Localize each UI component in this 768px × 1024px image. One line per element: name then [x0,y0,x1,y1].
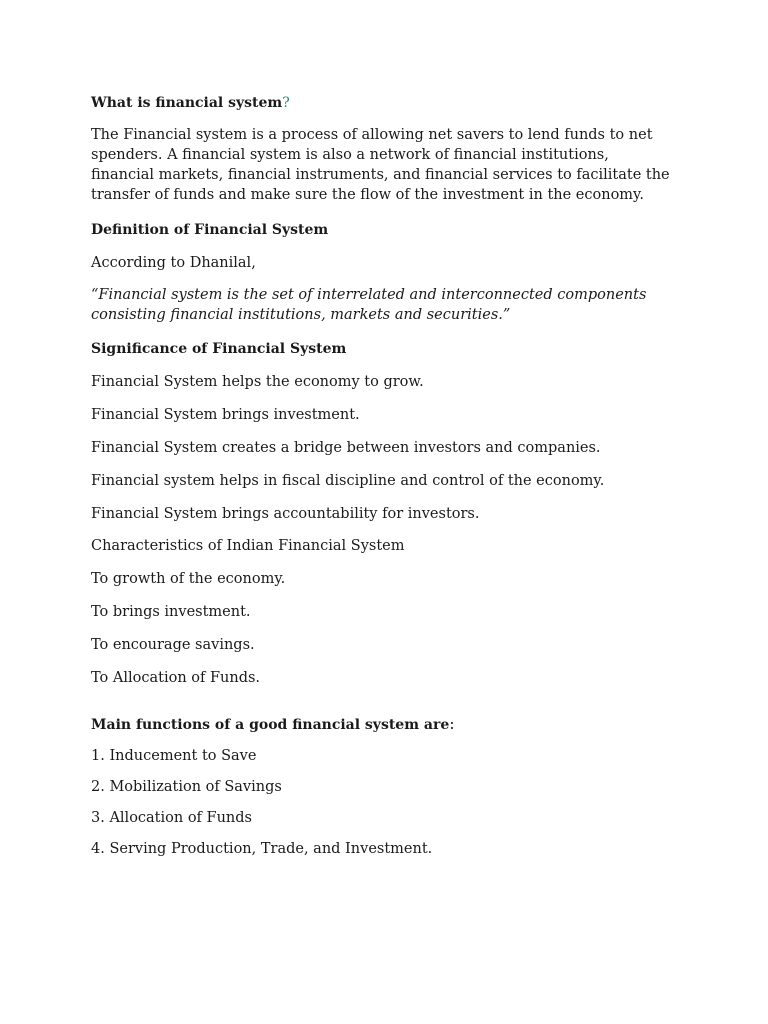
according-to-text: According to Dhanilal, [91,255,256,271]
function-item-3: 3. Allocation of Funds [91,810,252,826]
intro-line-3: financial markets, financial instruments, and financial services to facilitate the [91,167,670,183]
heading-what-is-financial-system [91,93,290,113]
heading-main-functions [91,714,455,735]
significance-item-1: Financial System helps the economy to grow. [91,374,424,390]
heading-significance: Significance of Financial System [91,341,347,357]
intro-line-1: The Financial system is a process of allowing net savers to lend funds to net [91,127,653,143]
heading-functions-colon: : [449,714,455,733]
intro-line-4: transfer of funds and make sure the flow of the investment in the economy. [91,187,644,203]
characteristics-title: Characteristics of Indian Financial System [91,538,405,554]
quote-line-1: “Financial system is the set of interrelated and interconnected components [91,287,647,303]
heading-what-text: What is financial system [91,95,283,111]
quote-line-2: consisting financial institutions, markets and securities.” [91,307,511,323]
function-item-1: 1. Inducement to Save [91,748,257,764]
significance-item-4: Financial system helps in fiscal discipline and control of the economy. [91,473,605,489]
characteristics-item-4: To Allocation of Funds. [91,670,261,686]
intro-line-2: spenders. A financial system is also a network of financial institutions, [91,147,609,163]
significance-item-3: Financial System creates a bridge between investors and companies. [91,440,601,456]
function-item-4: 4. Serving Production, Trade, and Investment. [91,841,433,857]
significance-item-2: Financial System brings investment. [91,407,360,423]
significance-item-5: Financial System brings accountability for investors. [91,506,480,522]
heading-functions-text: Main functions of a good financial system are [91,717,450,733]
heading-definition: Definition of Financial System [91,222,329,238]
function-item-2: 2. Mobilization of Savings [91,779,282,795]
characteristics-item-1: To growth of the economy. [91,571,286,587]
heading-what-question-mark: ? [282,95,290,111]
characteristics-item-2: To brings investment. [91,604,251,620]
characteristics-item-3: To encourage savings. [91,637,255,653]
